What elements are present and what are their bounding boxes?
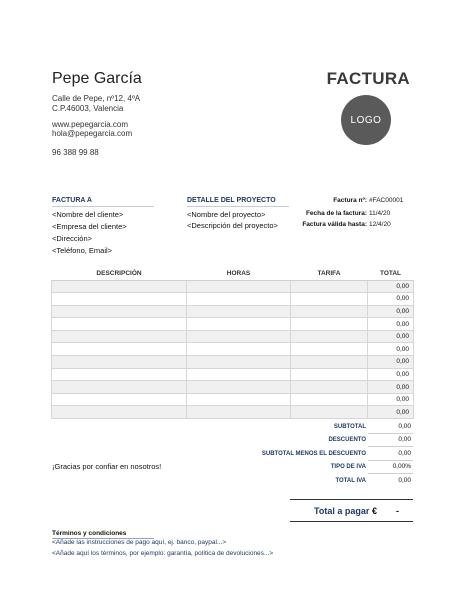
hours-cell[interactable]: [187, 293, 291, 306]
invoice-number-label: Factura nº:: [333, 197, 367, 204]
invoice-date-value: 11/4/20: [369, 210, 391, 217]
table-row: [52, 318, 414, 331]
table-row: [52, 293, 414, 306]
rate-cell[interactable]: [291, 343, 368, 356]
header-hours: HORAS: [187, 268, 291, 280]
rate-cell[interactable]: [291, 330, 368, 343]
bill-to-heading: FACTURA A: [52, 197, 92, 204]
invoice-date-label: Fecha de la factura:: [305, 210, 367, 217]
subtotal-less-discount-value: 0,00: [398, 450, 411, 457]
header-rate: TARIFA: [291, 268, 368, 280]
row-total-cell: 0,00: [368, 280, 414, 293]
description-cell[interactable]: [52, 293, 187, 306]
summary-divider: [368, 473, 413, 474]
table-row: [52, 393, 414, 406]
description-cell[interactable]: [52, 343, 187, 356]
subtotal-less-discount-label: SUBTOTAL MENOS EL DESCUENTO: [261, 451, 366, 457]
rate-cell[interactable]: [291, 356, 368, 369]
sender-phone: 96 388 99 88: [52, 148, 99, 157]
table-row: [52, 381, 414, 394]
project-heading: DETALLE DEL PROYECTO: [187, 197, 276, 204]
row-total-cell: 0,00: [368, 393, 414, 406]
row-total-cell: 0,00: [368, 356, 414, 369]
description-cell[interactable]: [52, 368, 187, 381]
client-address-field: <Dirección>: [52, 234, 93, 243]
row-total-cell: 0,00: [368, 406, 414, 419]
items-table: [51, 268, 414, 419]
invoice-valid-value: 12/4/20: [369, 221, 391, 228]
table-row: [52, 343, 414, 356]
subtotal-label: SUBTOTAL: [333, 424, 366, 430]
rate-cell[interactable]: [291, 280, 368, 293]
project-name-field: <Nombre del proyecto>: [187, 210, 266, 219]
terms-heading: Términos y condiciones: [52, 530, 127, 537]
row-total-cell: 0,00: [368, 368, 414, 381]
rate-cell[interactable]: [291, 368, 368, 381]
client-company-field: <Empresa del cliente>: [52, 222, 127, 231]
total-top-rule: [290, 499, 413, 500]
hours-cell[interactable]: [187, 381, 291, 394]
total-bottom-rule: [290, 521, 413, 522]
description-cell[interactable]: [52, 406, 187, 419]
row-total-cell: 0,00: [368, 293, 414, 306]
subtotal-value: 0,00: [398, 423, 411, 430]
rate-cell[interactable]: [291, 318, 368, 331]
hours-cell[interactable]: [187, 368, 291, 381]
table-row: [52, 356, 414, 369]
description-cell[interactable]: [52, 356, 187, 369]
hours-cell[interactable]: [187, 305, 291, 318]
total-due-value: -: [396, 506, 399, 516]
description-cell[interactable]: [52, 330, 187, 343]
row-total-cell: 0,00: [368, 330, 414, 343]
logo-placeholder: [341, 95, 391, 145]
row-total-cell: 0,00: [368, 381, 414, 394]
terms-conditions-line: <Añade aquí los términos, por ejemplo: garantía, política de devoluciones...>: [52, 550, 274, 557]
hours-cell[interactable]: [187, 393, 291, 406]
hours-cell[interactable]: [187, 343, 291, 356]
row-total-cell: 0,00: [368, 318, 414, 331]
description-cell[interactable]: [52, 381, 187, 394]
table-row: [52, 330, 414, 343]
discount-label: DESCUENTO: [328, 437, 366, 443]
invoice-number-value: #FAC00001: [369, 197, 404, 204]
header-description: DESCRIPCIÓN: [52, 268, 187, 280]
logo-text: LOGO: [350, 114, 382, 126]
description-cell[interactable]: [52, 393, 187, 406]
total-due-currency: €: [372, 506, 378, 516]
description-cell[interactable]: [52, 318, 187, 331]
sender-website: www.pepegarcia.com: [52, 120, 129, 129]
hours-cell[interactable]: [187, 318, 291, 331]
total-due-label: Total a pagar: [314, 506, 370, 516]
rate-cell[interactable]: [291, 305, 368, 318]
project-description-field: <Descripción del proyecto>: [187, 221, 278, 230]
vat-type-value[interactable]: 0,00%: [392, 463, 411, 470]
hours-cell[interactable]: [187, 356, 291, 369]
row-total-cell: 0,00: [368, 305, 414, 318]
bill-to-divider: [52, 206, 154, 207]
table-row: [52, 368, 414, 381]
hours-cell[interactable]: [187, 406, 291, 419]
rate-cell[interactable]: [291, 381, 368, 394]
terms-payment-line: <Añade las instrucciones de pago aquí, ej. banco, paypal...>: [52, 539, 227, 546]
summary-divider: [368, 433, 413, 434]
sender-address-line1: Calle de Pepe, nº12, 4ºA: [52, 94, 141, 103]
sender-email: hola@pepegarcia.com: [52, 129, 133, 138]
discount-value[interactable]: 0,00: [398, 436, 411, 443]
client-name-field: <Nombre del cliente>: [52, 210, 124, 219]
sender-name: Pepe García: [52, 70, 142, 87]
description-cell[interactable]: [52, 280, 187, 293]
hours-cell[interactable]: [187, 280, 291, 293]
rate-cell[interactable]: [291, 393, 368, 406]
rate-cell[interactable]: [291, 406, 368, 419]
sender-address-line2: C.P.46003, Valencia: [52, 104, 124, 113]
vat-total-value: 0,00: [398, 477, 411, 484]
thanks-message: ¡Gracias por confiar en nosotros!: [52, 462, 162, 471]
project-divider: [187, 206, 289, 207]
items-header-row: [52, 268, 414, 280]
header-total: TOTAL: [368, 268, 414, 280]
description-cell[interactable]: [52, 305, 187, 318]
vat-total-label: TOTAL IVA: [335, 478, 366, 484]
rate-cell[interactable]: [291, 293, 368, 306]
client-contact-field: <Teléfono, Email>: [52, 246, 113, 255]
invoice-valid-label: Factura válida hasta:: [302, 221, 367, 228]
row-total-cell: 0,00: [368, 343, 414, 356]
summary-divider: [368, 460, 413, 461]
document-title: FACTURA: [326, 69, 410, 88]
hours-cell[interactable]: [187, 330, 291, 343]
table-row: [52, 406, 414, 419]
vat-type-label: TIPO DE IVA: [330, 464, 366, 470]
summary-divider: [368, 446, 413, 447]
table-row: [52, 305, 414, 318]
table-row: [52, 280, 414, 293]
